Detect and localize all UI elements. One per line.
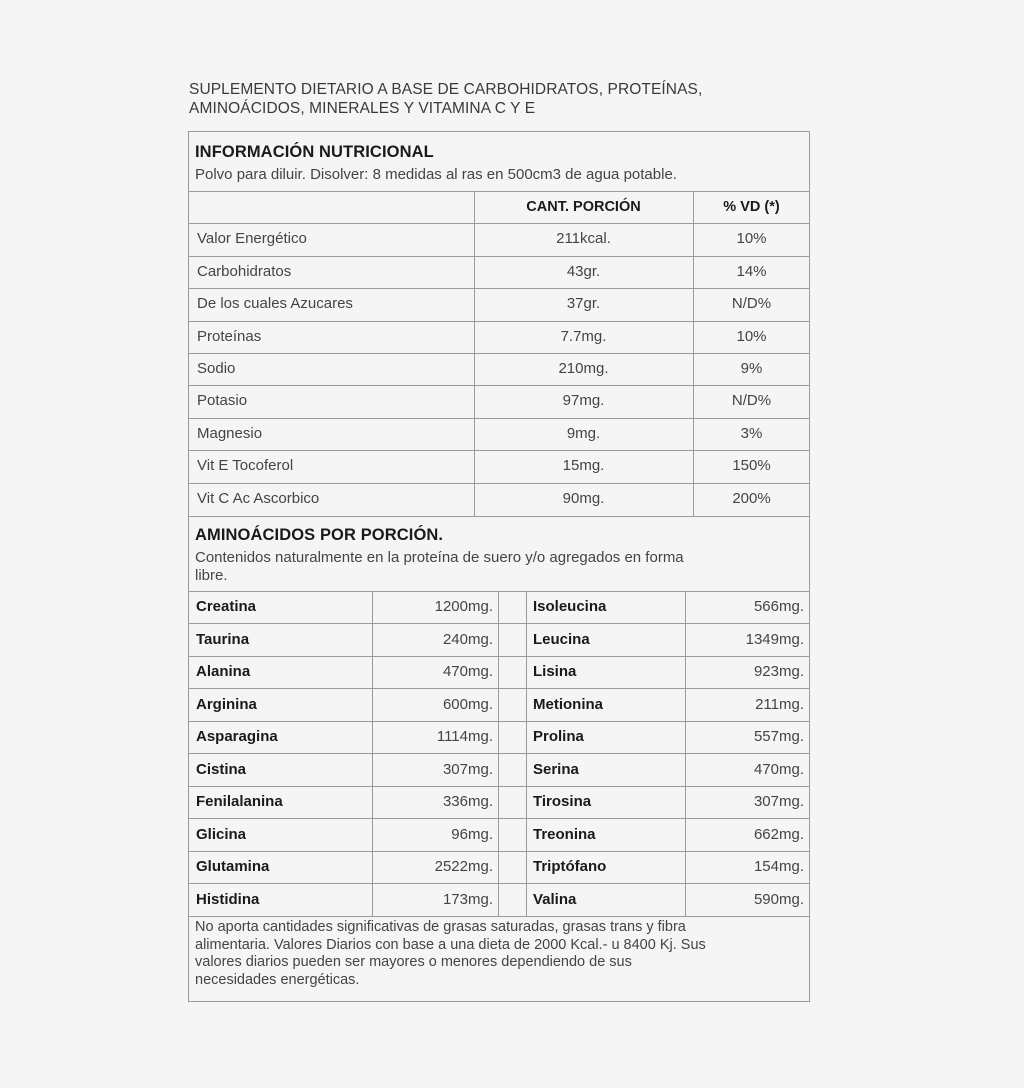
table-row (189, 786, 809, 819)
amino-name: Glicina (196, 825, 247, 843)
divider (474, 191, 475, 516)
table-row (189, 754, 809, 787)
divider (189, 818, 809, 819)
footnote-line: valores diarios pueden ser mayores o menores dependiendo de sus (195, 954, 632, 970)
divider (189, 353, 809, 354)
nutrition-title: INFORMACIÓN NUTRICIONAL (195, 143, 434, 161)
header-daily-value: % VD (*) (723, 199, 780, 215)
amino-name: Prolina (533, 728, 584, 745)
amino-value: 600mg. (442, 695, 493, 713)
nutrition-table-header (189, 191, 809, 223)
divider (189, 418, 809, 419)
table-row (189, 656, 809, 689)
nutrient-name: Sodio (197, 359, 236, 377)
table-row (189, 321, 809, 353)
nutrient-name: Vit E Tocoferol (197, 457, 294, 475)
nutrient-daily-value: 200% (732, 489, 771, 507)
divider (189, 656, 809, 657)
nutrient-name: Valor Energético (197, 230, 307, 248)
amino-name: Alanina (196, 663, 251, 680)
nutrient-name: Magnesio (197, 424, 263, 442)
nutrient-daily-value: N/D% (731, 295, 772, 313)
amino-name: Leucina (533, 630, 590, 648)
table-row (189, 624, 809, 657)
amino-value: 240mg. (442, 630, 493, 648)
nutrient-name: Carbohidratos (197, 262, 292, 280)
nutrient-name: Potasio (197, 392, 248, 410)
divider (189, 591, 809, 592)
nutrient-quantity: 90mg. (562, 489, 605, 507)
amino-name: Fenilalanina (196, 793, 283, 810)
amino-value: 173mg. (442, 890, 493, 908)
divider (189, 753, 809, 754)
divider (685, 591, 686, 916)
nutrient-quantity: 37gr. (566, 295, 601, 313)
nutrition-facts-panel (188, 131, 810, 1002)
amino-name: Arginina (196, 695, 257, 713)
footnote (195, 919, 805, 989)
nutrient-daily-value: 10% (736, 230, 767, 248)
nutrient-quantity: 210mg. (558, 359, 609, 377)
amino-value: 470mg. (442, 663, 493, 680)
amino-value: 154mg. (753, 858, 804, 875)
amino-value: 2522mg. (434, 858, 493, 875)
table-row (189, 819, 809, 852)
amino-value: 923mg. (753, 663, 804, 680)
divider (189, 721, 809, 722)
divider (189, 916, 809, 917)
product-description-line: SUPLEMENTO DIETARIO A BASE DE CARBOHIDRATOS, PROTEÍNAS, (189, 81, 703, 98)
amino-name: Creatina (196, 598, 257, 615)
nutrition-subtitle: Polvo para diluir. Disolver: 8 medidas al ras en 500cm3 de agua potable. (195, 166, 677, 183)
nutrient-quantity: 43gr. (566, 262, 601, 280)
product-description (189, 80, 829, 118)
amino-name: Lisina (533, 663, 577, 680)
amino-value: 590mg. (753, 890, 804, 908)
divider (189, 786, 809, 787)
divider (189, 321, 809, 322)
amino-name: Cistina (196, 760, 247, 778)
nutrient-name: Vit C Ac Ascorbico (197, 489, 320, 507)
table-row (189, 256, 809, 288)
amino-value: 662mg. (753, 825, 804, 843)
nutrient-quantity: 211kcal. (556, 230, 611, 248)
divider (189, 223, 809, 224)
amino-name: Triptófano (533, 858, 607, 875)
nutrient-quantity: 7.7mg. (560, 327, 607, 345)
amino-subtitle: libre. (195, 567, 228, 584)
divider (189, 516, 809, 517)
amino-value: 1349mg. (745, 630, 804, 648)
table-row (189, 418, 809, 450)
table-row (189, 450, 809, 482)
header-quantity: CANT. PORCIÓN (526, 199, 641, 215)
amino-value: 470mg. (753, 760, 804, 778)
table-row (189, 483, 809, 515)
nutrient-quantity: 9mg. (566, 424, 601, 442)
table-row (189, 591, 809, 624)
nutrient-name: Proteínas (197, 327, 262, 345)
divider (189, 288, 809, 289)
amino-name: Serina (533, 760, 579, 778)
footnote-line: necesidades energéticas. (195, 971, 360, 988)
divider (372, 591, 373, 916)
divider (526, 591, 527, 916)
divider (189, 851, 809, 852)
amino-name: Tirosina (533, 793, 592, 810)
nutrient-name: De los cuales Azucares (197, 295, 353, 313)
table-row (189, 288, 809, 320)
amino-value: 336mg. (442, 793, 493, 810)
table-row (189, 689, 809, 722)
table-row (189, 721, 809, 754)
amino-value: 307mg. (753, 793, 804, 810)
nutrient-quantity: 15mg. (562, 457, 605, 475)
amino-subtitle: Contenidos naturalmente en la proteína de suero y/o agregados en forma (195, 549, 684, 566)
divider (189, 623, 809, 624)
divider (189, 256, 809, 257)
amino-name: Taurina (196, 630, 250, 648)
divider (498, 591, 499, 916)
amino-name: Glutamina (196, 858, 270, 875)
amino-value: 211mg. (755, 695, 804, 713)
divider (189, 191, 809, 192)
product-description-line: AMINOÁCIDOS, MINERALES Y VITAMINA C Y E (189, 100, 536, 117)
amino-name: Valina (533, 890, 577, 908)
amino-title: AMINOÁCIDOS POR PORCIÓN. (195, 526, 444, 544)
amino-name: Isoleucina (533, 598, 607, 615)
amino-value: 1200mg. (434, 598, 493, 615)
nutrient-daily-value: N/D% (731, 392, 772, 410)
amino-name: Histidina (196, 890, 260, 908)
amino-value: 557mg. (753, 728, 804, 745)
divider (189, 883, 809, 884)
divider (693, 191, 694, 516)
amino-value: 1114mg. (436, 728, 493, 745)
divider (189, 483, 809, 484)
amino-value: 307mg. (442, 760, 493, 778)
amino-name: Metionina (533, 695, 603, 713)
table-row (189, 385, 809, 417)
nutrient-daily-value: 3% (740, 424, 763, 442)
nutrient-daily-value: 10% (736, 327, 767, 345)
table-row (189, 353, 809, 385)
amino-value: 566mg. (753, 598, 804, 615)
footnote-line: No aporta cantidades significativas de grasas saturadas, grasas trans y fibra (195, 919, 686, 935)
footnote-line: alimentaria. Valores Diarios con base a una dieta de 2000 Kcal.- u 8400 Kj. Sus (195, 936, 706, 953)
table-row (189, 884, 809, 917)
nutrient-daily-value: 9% (740, 359, 763, 377)
amino-name: Asparagina (196, 728, 278, 745)
nutrient-daily-value: 150% (732, 457, 771, 475)
nutrient-quantity: 97mg. (562, 392, 605, 410)
amino-name: Treonina (533, 825, 596, 843)
divider (189, 450, 809, 451)
nutrient-daily-value: 14% (736, 262, 767, 280)
divider (189, 385, 809, 386)
divider (189, 688, 809, 689)
table-row (189, 851, 809, 884)
table-row (189, 223, 809, 255)
amino-value: 96mg. (451, 825, 493, 843)
